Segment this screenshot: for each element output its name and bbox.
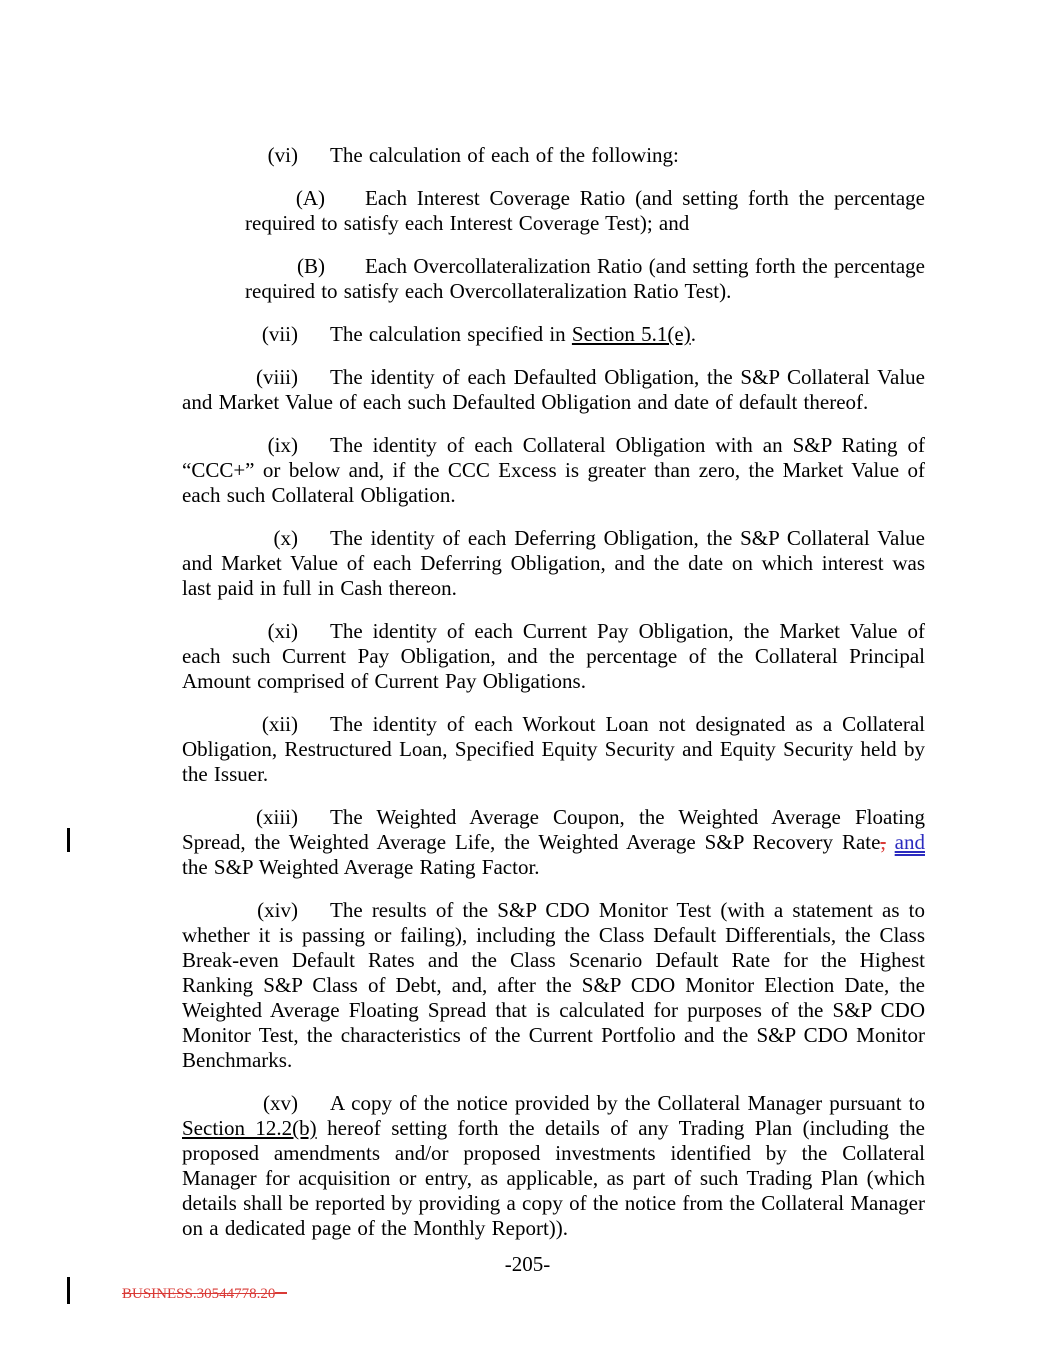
text-segment: Each Overcollateralization Ratio (and setting forth the percentage required to satisfy each Overcollateralization Ratio Test). <box>245 254 925 303</box>
text-segment-inserted: and <box>894 830 925 854</box>
paragraph <box>245 254 925 304</box>
text-segment-underline: Section 5.1(e) <box>571 322 691 346</box>
paragraph-label: (vi) <box>267 143 298 167</box>
paragraph <box>182 433 925 508</box>
text-segment <box>886 830 895 854</box>
paragraph-label: (xiv) <box>257 898 298 922</box>
text-segment-underline: Section 12.2(b) <box>182 1116 317 1140</box>
paragraph-label: (vii) <box>261 322 298 346</box>
text-segment: The Weighted Average Coupon, the Weighted Average Floating Spread, the Weighted Average Life, the Weighted Average S&P Recovery Rate <box>182 805 925 854</box>
paragraph-label: (ix) <box>267 433 298 457</box>
paragraph-label: (xv) <box>263 1091 298 1115</box>
paragraph-label: (x) <box>273 526 298 550</box>
doc-id-stamp: BUSINESS.30544778.20 <box>122 1285 287 1303</box>
paragraph <box>182 143 925 168</box>
paragraph <box>182 805 925 880</box>
text-segment: The calculation of each of the following: <box>330 143 679 167</box>
text-segment: The calculation specified in <box>330 322 572 346</box>
revision-change-bar <box>67 1277 70 1304</box>
text-segment: A copy of the notice provided by the Collateral Manager pursuant to <box>330 1091 925 1115</box>
paragraph <box>182 898 925 1073</box>
text-segment: hereof setting forth the details of any Trading Plan (including the proposed amendments and/or proposed investments identified by the Collateral Manager for acquisition or entry, as applicable, as part of such Trading Plan (which details shall be reported by providing a copy of the notice from the Collateral Manager on a dedicated page of the Monthly Report)). <box>182 1116 925 1240</box>
text-segment: The identity of each Deferring Obligation, the S&P Collateral Value and Market Value of each Deferring Obligation, and the date on which interest was last paid in full in Cash thereon. <box>182 526 925 600</box>
paragraph-label: (A) <box>295 186 325 210</box>
paragraph-label: (viii) <box>256 365 298 389</box>
text-segment-deleted: , <box>880 830 886 854</box>
paragraph <box>182 619 925 694</box>
paragraph-label: (xii) <box>261 712 298 736</box>
text-segment: The identity of each Workout Loan not designated as a Collateral Obligation, Restructured Loan, Specified Equity Security and Equity Security held by the Issuer. <box>182 712 925 786</box>
paragraph <box>245 186 925 236</box>
text-segment: The identity of each Current Pay Obligation, the Market Value of each such Current Pay Obligation, and the percentage of the Collateral Principal Amount comprised of Current Pay Obligations. <box>182 619 925 693</box>
paragraph <box>182 526 925 601</box>
document-body <box>182 143 925 1259</box>
paragraph <box>182 712 925 787</box>
text-segment: the S&P Weighted Average Rating Factor. <box>182 855 540 879</box>
text-segment: The identity of each Collateral Obligation with an S&P Rating of “CCC+” or below and, if the CCC Excess is greater than zero, the Market Value of each such Collateral Obligation. <box>182 433 925 507</box>
paragraph-label: (xiii) <box>256 805 298 829</box>
paragraph <box>182 1091 925 1241</box>
text-segment: Each Interest Coverage Ratio (and setting forth the percentage required to satisfy each Interest Coverage Test); and <box>245 186 925 235</box>
page-number: -205- <box>504 1252 551 1276</box>
paragraph-label: (xi) <box>267 619 298 643</box>
text-segment: The identity of each Defaulted Obligation, the S&P Collateral Value and Market Value of each such Defaulted Obligation and date of default thereof. <box>182 365 925 414</box>
revision-change-bar <box>67 828 70 852</box>
paragraph-label: (B) <box>297 254 325 278</box>
text-segment: The results of the S&P CDO Monitor Test (with a statement as to whether it is passing or failing), including the Class Default Differentials, the Class Break-even Default Rates and the Class Scenario Default Rate for the Highest Ranking S&P Class of Debt, and, after the S&P CDO Monitor Election Date, the Weighted Average Floating Spread that is calculated for purposes of the S&P CDO Monitor Test, the characteristics of the Current Portfolio and the S&P CDO Monitor Benchmarks. <box>182 898 925 1072</box>
paragraph <box>182 365 925 415</box>
paragraph <box>182 322 925 347</box>
text-segment: . <box>690 322 696 346</box>
